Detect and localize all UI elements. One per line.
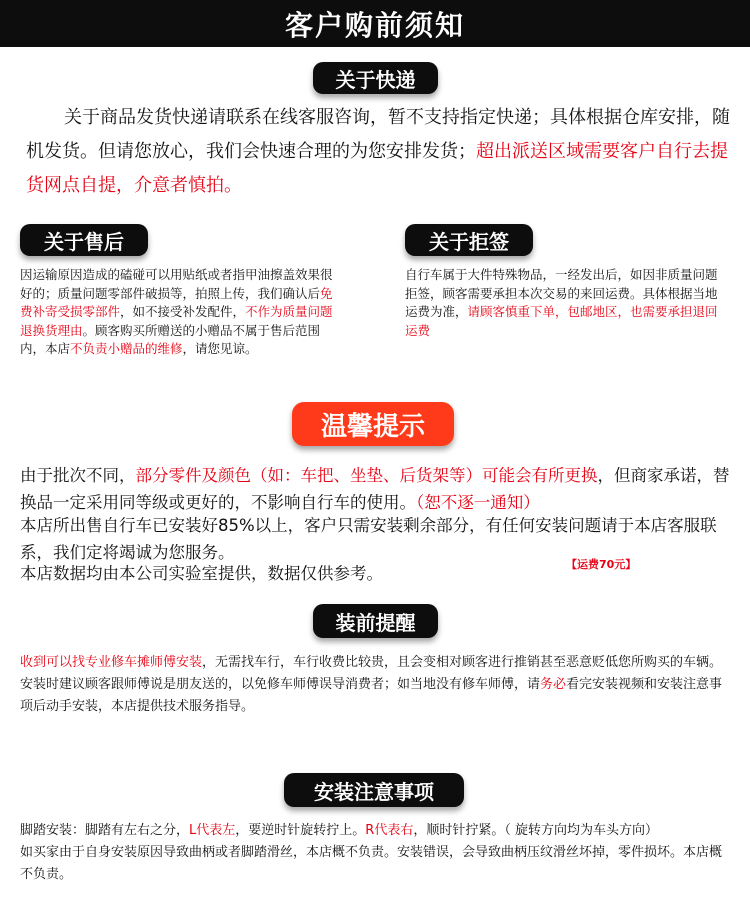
section-title-tips: 温馨提示 bbox=[292, 402, 454, 446]
section-title-after-sales: 关于售后 bbox=[20, 224, 148, 256]
section-title-refuse: 关于拒签 bbox=[405, 224, 533, 256]
install-notes-paragraph-2: 如买家由于自身安装原因导致曲柄或者脚踏滑丝，本店概不负责。安装错误，会导致曲柄压纹滑丝坏掉，零件损坏。本店概不负责。 bbox=[20, 845, 723, 882]
tips-paragraph-2: 本店所出售自行车已安装好85%以上，客户只需安装剩余部分，有任何安装问题请于本店客服联系，我们定将竭诚为您服务。 bbox=[20, 516, 717, 562]
page-header bbox=[0, 0, 750, 47]
after-sales-paragraph: 因运输原因造成的磕碰可以用贴纸或者指甲油擦盖效果很好的；质量问题零部件破损等，拍照上传，我们确认后免费补寄受损零部件，如不接受补发配件，不作为质量问题退换货理由。顾客购买所赠送的小赠品不属于售后范围内，本店不负责小赠品的维修，请您见谅。 bbox=[20, 267, 333, 356]
refuse-paragraph: 自行车属于大件特殊物品，一经发出后，如因非质量问题拒签，顾客需要承担本次交易的来回运费。具体根据当地运费为准，请顾客慎重下单，包邮地区，也需要承担退回运费 bbox=[405, 267, 718, 338]
section-title-delivery: 关于快递 bbox=[313, 62, 438, 94]
pre-install-paragraph: 收到可以找专业修车摊师傅安装，无需找车行，车行收费比较贵，且会变相对顾客进行推销甚至恶意贬低您所购买的车辆。安装时建议顾客跟师傅说是朋友送的，以免修车师傅误导消费者；如当地没有修车师傅，请务必看完安装视频和安装注意事项后动手安装，本店提供技术服务指导。 bbox=[20, 655, 723, 714]
section-title-pre-install: 装前提醒 bbox=[313, 604, 438, 638]
tips-paragraph-3: 本店数据均由本公司实验室提供，数据仅供参考。 bbox=[20, 564, 383, 583]
shipping-fee-badge: 【运费70元】 bbox=[566, 558, 637, 571]
tips-paragraph-1: 由于批次不同，部分零件及颜色（如：车把、坐垫、后货架等）可能会有所更换，但商家承诺，替换品一定采用同等级或更好的，不影响自行车的使用。（恕不逐一通知） bbox=[20, 466, 730, 512]
install-notes-paragraph-1: 脚踏安装：脚踏有左右之分，L代表左，要逆时针旋转拧上。R代表右，顺时针拧紧。（ 旋转方向均为车头方向） bbox=[20, 823, 658, 838]
page-title: 客户购前须知 bbox=[284, 8, 465, 42]
section-title-install-notes: 安装注意事项 bbox=[284, 773, 464, 807]
delivery-paragraph: 关于商品发货快递请联系在线客服咨询，暂不支持指定快递；具体根据仓库安排，随机发货。但请您放心，我们会快速合理的为您安排发货；超出派送区域需要客户自行去提货网点自提，介意者慎拍。 bbox=[26, 107, 730, 196]
